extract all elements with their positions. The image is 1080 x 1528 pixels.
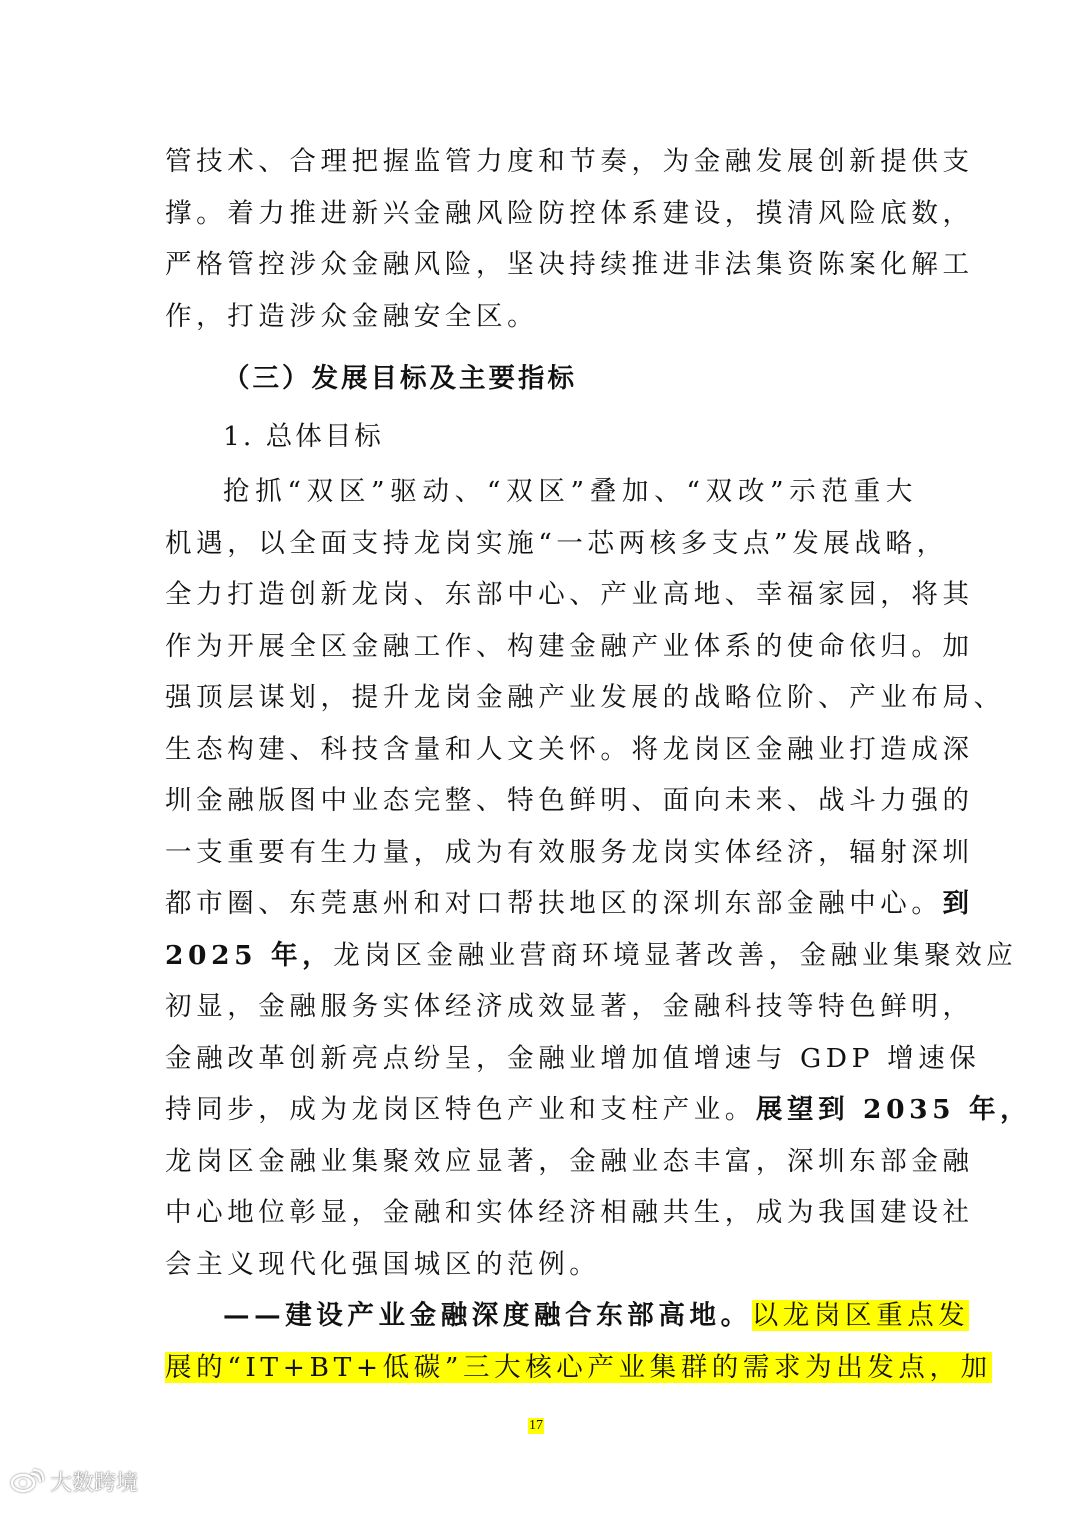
paragraph-intro [165,136,974,342]
text-line: 撑。着力推进新兴金融风险防控体系建设，摸清风险底数， [165,197,974,229]
paragraph-highlight [165,1290,992,1393]
text-line: 会主义现代化强国城区的范例。 [165,1248,601,1280]
text-line: 生态构建、科技含量和人文关怀。将龙岗区金融业打造成深 [165,733,974,765]
text-line: 管技术、合理把握监管力度和节奏，为金融发展创新提供支 [165,146,974,177]
watermark [10,1466,138,1497]
text-line: 一支重要有生力量，成为有效服务龙岗实体经济，辐射深圳 [165,836,974,868]
text-line: 作为开展全区金融工作、构建金融产业体系的使命依归。加 [165,630,974,662]
text-line [165,1084,1032,1136]
page-number: 17 [529,1418,543,1433]
text-span: 都市圈、东莞惠州和对口帮扶地区的深圳东部金融中心。 [165,888,943,919]
text-line: 龙岗区金融业集聚效应显著，金融业态丰富，深圳东部金融 [165,1145,974,1177]
text-line: 中心地位彰显，金融和实体经济相融共生，成为我国建设社 [165,1197,974,1228]
text-line [165,930,1018,982]
subsection-heading: 1. 总体目标 [223,421,384,452]
bold-text: 到 [942,888,974,919]
text-line [165,878,974,930]
text-line: 金融改革创新亮点纷呈，金融业增加值增速与 GDP 增速保 [165,1042,981,1074]
text-line [165,1290,970,1342]
text-line [165,1342,992,1394]
bold-text: 2025 年， [165,939,334,971]
text-line: 初显，金融服务实体经济成效显著，金融科技等特色鲜明， [165,991,974,1022]
section-heading: （三）发展目标及主要指标 [223,363,577,394]
text-line: 强顶层谋划，提升龙岗金融产业发展的战略位阶、产业布局、 [165,682,1005,713]
highlighted-text: 展的“IT+BT+低碳”三大核心产业集群的需求为出发点，加 [165,1351,992,1383]
text-line: 机遇，以全面支持龙岗实施“一芯两核多支点”发展战略， [165,527,948,559]
watermark-text: 大数跨境 [50,1471,139,1496]
weibo-eye-logo-icon [10,1469,44,1495]
highlighted-text: 以龙岗区重点发 [751,1300,970,1331]
text-line: 作，打造涉众金融安全区。 [165,300,539,332]
text-span: 持同步，成为龙岗区特色产业和支柱产业。 [165,1094,756,1125]
document-page [165,136,1032,1393]
text-line: 全力打造创新龙岗、东部中心、产业高地、幸福家园，将其 [165,579,974,610]
text-span: 龙岗区金融业营商环境显著改善，金融业集聚效应 [333,939,1018,971]
text-line: 圳金融版图中业态完整、特色鲜明、面向未来、战斗力强的 [165,785,974,816]
bold-text: 展望到 2035 年， [755,1094,1032,1125]
paragraph-goal [165,466,1032,1290]
text-line: 抢抓“双区”驱动、“双区”叠加、“双改”示范重大 [223,476,917,507]
bold-text: ——建设产业金融深度融合东部高地。 [223,1300,752,1331]
text-line: 严格管控涉众金融风险，坚决持续推进非法集资陈案化解工 [165,249,974,280]
